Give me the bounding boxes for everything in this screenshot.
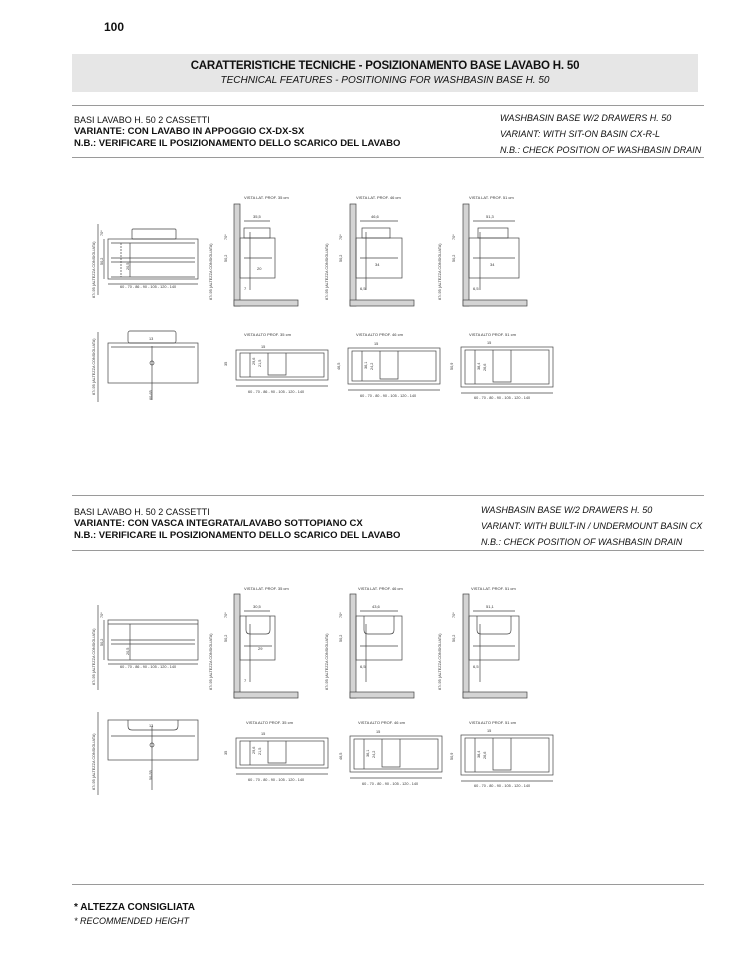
svg-text:21,5: 21,5 — [258, 359, 262, 367]
svg-text:87/-95 (ALTEZZA CONSIGLIATA): 87/-95 (ALTEZZA CONSIGLIATA) — [325, 243, 329, 300]
svg-text:50,2: 50,2 — [224, 634, 228, 642]
section-1-en-line-3: N.B.: CHECK POSITION OF WASHBASIN DRAIN — [500, 145, 702, 155]
svg-text:50,2: 50,2 — [224, 254, 228, 262]
svg-text:6,5: 6,5 — [473, 286, 479, 291]
svg-text:87/-95 (ALTEZZA CONSIGLIATA): 87/-95 (ALTEZZA CONSIGLIATA) — [325, 633, 329, 690]
svg-text:50-55: 50-55 — [149, 770, 153, 780]
s1-top-view-46 — [337, 332, 440, 398]
svg-text:36,1: 36,1 — [366, 749, 370, 757]
svg-text:87/-95 (ALTEZZA CONSIGLIATA): 87/-95 (ALTEZZA CONSIGLIATA) — [92, 733, 96, 790]
svg-text:70*: 70* — [452, 234, 456, 240]
s1-top-title-46: VISTA ALTO PROF. 46 cm — [356, 332, 403, 337]
svg-text:70*: 70* — [100, 230, 104, 236]
page-subtitle: TECHNICAL FEATURES - POSITIONING FOR WASHBASIN BASE H. 50 — [220, 75, 550, 86]
svg-text:70*: 70* — [224, 234, 228, 240]
svg-text:13: 13 — [149, 724, 154, 728]
s2-top-view-46 — [339, 720, 442, 786]
svg-text:87/-95 (ALTEZZA CONSIGLIATA): 87/-95 (ALTEZZA CONSIGLIATA) — [209, 633, 213, 690]
svg-text:21,5: 21,5 — [258, 747, 262, 755]
svg-text:35: 35 — [224, 750, 228, 755]
s2-side-view-35 — [209, 586, 298, 698]
s1-side-dim-35: 35,5 — [253, 214, 261, 219]
s1-top-view-51 — [450, 332, 553, 400]
svg-text:24,2: 24,2 — [370, 362, 374, 370]
footer-note-en: * RECOMMENDED HEIGHT — [74, 916, 190, 926]
svg-text:7: 7 — [244, 678, 247, 683]
svg-text:20,5: 20,5 — [126, 262, 130, 270]
svg-text:6,5: 6,5 — [473, 664, 479, 669]
svg-text:38,4: 38,4 — [477, 362, 481, 370]
svg-text:35: 35 — [224, 361, 228, 366]
s1-top-title-35: VISTA ALTO PROF. 35 cm — [244, 332, 291, 337]
svg-text:26,6: 26,6 — [483, 363, 487, 371]
s1-top-widths-46: 60 - 70 - 80 - 90 - 105 - 120 - 140 — [360, 394, 417, 398]
s2-front-widths: 60 - 70 - 86 - 90 - 105 - 120 - 140 — [120, 665, 177, 669]
svg-text:15: 15 — [374, 342, 379, 346]
svg-text:70*: 70* — [224, 612, 228, 618]
s2-top-title-46: VISTA ALTO PROF. 46 cm — [358, 720, 405, 725]
section-1-line-2: VARIANTE: CON LAVABO IN APPOGGIO CX-DX-SX — [74, 126, 305, 137]
s2-side-dim-51: 51,1 — [486, 604, 494, 609]
svg-text:50,2: 50,2 — [452, 254, 456, 262]
svg-text:70*: 70* — [100, 612, 104, 618]
page-number: 100 — [104, 20, 125, 34]
s1-side-view-35 — [209, 195, 298, 306]
svg-text:50,2: 50,2 — [100, 638, 104, 646]
s2-top-view-51 — [450, 720, 553, 788]
s1-side-view-51 — [438, 195, 527, 306]
svg-text:15: 15 — [487, 729, 492, 733]
s1-side-view-46 — [325, 195, 414, 306]
svg-text:50,9: 50,9 — [450, 362, 454, 370]
section-2-line-2: VARIANTE: CON VASCA INTEGRATA/LAVABO SOTTOPIANO CX — [74, 518, 363, 529]
svg-text:29,6: 29,6 — [252, 746, 256, 754]
svg-text:34: 34 — [375, 262, 380, 267]
s2-front-drain-view — [92, 712, 198, 795]
svg-text:38,4: 38,4 — [477, 750, 481, 758]
svg-text:15: 15 — [376, 730, 381, 734]
svg-text:70*: 70* — [452, 612, 456, 618]
svg-text:50,2: 50,2 — [339, 254, 343, 262]
svg-text:50,2: 50,2 — [452, 634, 456, 642]
svg-text:50,2: 50,2 — [339, 634, 343, 642]
s1-front-drain-view — [92, 331, 198, 402]
s1-side-title-51: VISTA LAT. PROF. 51 cm — [469, 195, 514, 200]
s2-side-title-51: VISTA LAT. PROF. 51 cm — [471, 586, 516, 591]
svg-text:20,5: 20,5 — [126, 647, 130, 655]
svg-text:87/-95 (ALTEZZA CONSIGLIATA): 87/-95 (ALTEZZA CONSIGLIATA) — [438, 633, 442, 690]
svg-text:87/-95 (ALTEZZA CONSIGLIATA): 87/-95 (ALTEZZA CONSIGLIATA) — [438, 243, 442, 300]
s1-front-view — [92, 224, 198, 298]
svg-text:15: 15 — [261, 732, 266, 736]
svg-text:29: 29 — [258, 646, 263, 651]
svg-text:24,2: 24,2 — [372, 750, 376, 758]
s1-side-title-46: VISTA LAT. PROF. 46 cm — [356, 195, 401, 200]
svg-text:15: 15 — [261, 345, 266, 349]
s2-top-widths-51: 60 - 70 - 80 - 90 - 105 - 120 - 140 — [474, 784, 531, 788]
svg-text:87/-95 (ALTEZZA CONSIGLIATA): 87/-95 (ALTEZZA CONSIGLIATA) — [92, 628, 96, 685]
svg-text:6,5: 6,5 — [360, 286, 366, 291]
s1-top-title-51: VISTA ALTO PROF. 51 cm — [469, 332, 516, 337]
section-1-line-1: BASI LAVABO H. 50 2 CASSETTI — [74, 115, 210, 125]
s2-side-dim-35: 30,5 — [253, 604, 261, 609]
svg-text:87/-95 (ALTEZZA CONSIGLIATA): 87/-95 (ALTEZZA CONSIGLIATA) — [92, 241, 96, 298]
svg-text:7: 7 — [244, 286, 247, 291]
s1-side-dim-46: 46,6 — [371, 214, 379, 219]
s1-top-widths-35: 60 - 70 - 86 - 90 - 105 - 120 - 140 — [248, 390, 305, 394]
s2-top-view-35 — [224, 720, 328, 782]
section-1-line-3: N.B.: VERIFICARE IL POSIZIONAMENTO DELLO SCARICO DEL LAVABO — [74, 138, 401, 149]
s2-top-title-51: VISTA ALTO PROF. 51 cm — [469, 720, 516, 725]
svg-text:13: 13 — [149, 337, 154, 341]
s1-top-widths-51: 60 - 70 - 80 - 90 - 105 - 120 - 140 — [474, 396, 531, 400]
svg-text:50,9: 50,9 — [450, 752, 454, 760]
svg-text:50,2: 50,2 — [100, 257, 104, 265]
s1-top-view-35 — [224, 332, 328, 394]
svg-text:70*: 70* — [339, 612, 343, 618]
svg-text:20: 20 — [257, 266, 262, 271]
section-2-en-line-2: VARIANT: WITH BUILT-IN / UNDERMOUNT BASIN CX — [481, 521, 703, 531]
footer-note-it: * ALTEZZA CONSIGLIATA — [74, 902, 195, 913]
svg-text:46,5: 46,5 — [337, 362, 341, 370]
s2-top-widths-35: 60 - 70 - 80 - 90 - 105 - 120 - 140 — [248, 778, 305, 782]
section-2-en-line-3: N.B.: CHECK POSITION OF WASHBASIN DRAIN — [481, 537, 683, 547]
s2-top-widths-46: 60 - 70 - 80 - 90 - 105 - 120 - 140 — [362, 782, 419, 786]
svg-text:36,1: 36,1 — [364, 361, 368, 369]
svg-text:87/-95 (ALTEZZA CONSIGLIATA): 87/-95 (ALTEZZA CONSIGLIATA) — [209, 243, 213, 300]
s1-side-title-35: VISTA LAT. PROF. 35 cm — [244, 195, 289, 200]
section-1-en-line-2: VARIANT: WITH SIT-ON BASIN CX-R-L — [500, 129, 661, 139]
svg-text:26,6: 26,6 — [483, 751, 487, 759]
s1-front-widths: 60 - 70 - 86 - 90 - 105 - 120 - 140 — [120, 285, 177, 289]
footer-rule — [72, 884, 704, 885]
svg-text:15: 15 — [487, 341, 492, 345]
section-2-line-3: N.B.: VERIFICARE IL POSIZIONAMENTO DELLO SCARICO DEL LAVABO — [74, 530, 401, 541]
s2-front-view — [92, 605, 198, 690]
s1-side-dim-51: 51,3 — [486, 214, 494, 219]
page-title: CARATTERISTICHE TECNICHE - POSIZIONAMENTO BASE LAVABO H. 50 — [190, 60, 580, 72]
svg-text:29,6: 29,6 — [252, 357, 256, 365]
svg-text:70*: 70* — [339, 234, 343, 240]
s2-side-title-35: VISTA LAT. PROF. 35 cm — [244, 586, 289, 591]
svg-text:6,5: 6,5 — [360, 664, 366, 669]
s2-side-dim-46: 43,6 — [372, 604, 380, 609]
svg-text:87/-95 (ALTEZZA CONSIGLIATA): 87/-95 (ALTEZZA CONSIGLIATA) — [92, 338, 96, 395]
s2-top-title-35: VISTA ALTO PROF. 35 cm — [246, 720, 293, 725]
section-2-line-1: BASI LAVABO H. 50 2 CASSETTI — [74, 507, 210, 517]
svg-text:34: 34 — [490, 262, 495, 267]
s2-side-view-51 — [438, 586, 527, 698]
s2-side-title-46: VISTA LAT. PROF. 46 cm — [358, 586, 403, 591]
svg-text:60-65: 60-65 — [149, 390, 153, 400]
section-1-en-line-1: WASHBASIN BASE W/2 DRAWERS H. 50 — [500, 113, 672, 123]
svg-text:46,5: 46,5 — [339, 752, 343, 760]
s2-side-view-46 — [325, 586, 414, 698]
section-2-en-line-1: WASHBASIN BASE W/2 DRAWERS H. 50 — [481, 505, 653, 515]
